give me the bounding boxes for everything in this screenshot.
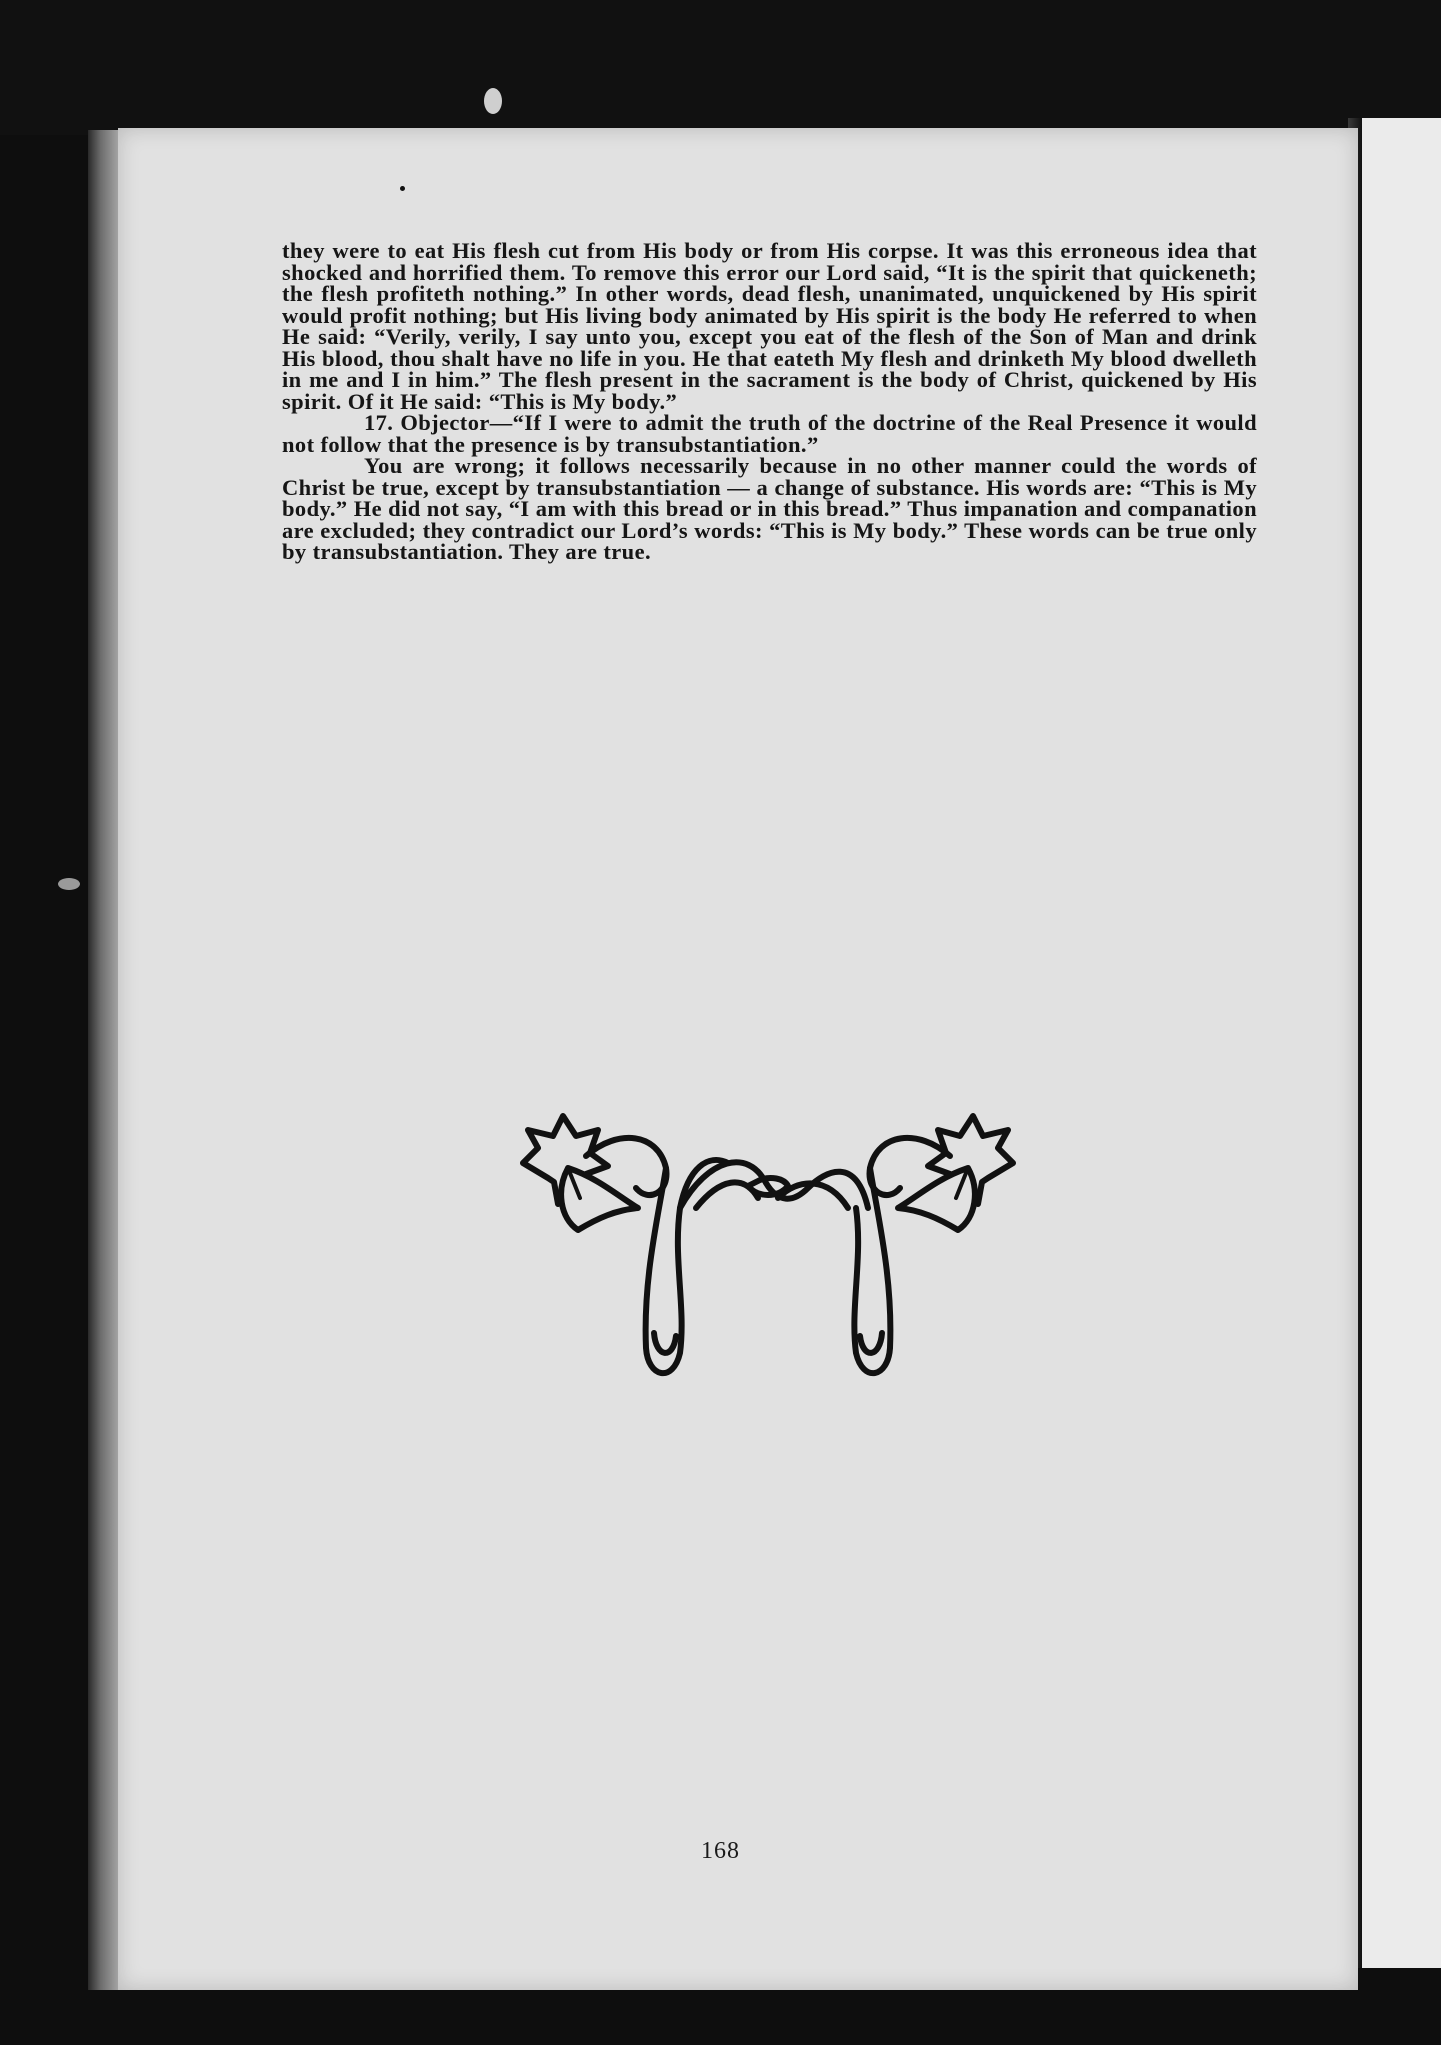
scan-speck <box>400 186 405 191</box>
page-body-text <box>282 240 1257 563</box>
paragraph-2: 17. Objector—“If I were to admit the truth of the doctrine of the Real Presence it would not follow that the presence is by transubstantiation.” <box>282 410 1257 457</box>
scan-speck <box>484 88 502 114</box>
book-spine-edge <box>88 130 120 1990</box>
facing-page-edge <box>1362 118 1441 1968</box>
paragraph-1: they were to eat His flesh cut from His body or from His corpse. It was this erroneous idea that shocked and horrified them. To remove this error our Lord said, “It is the spirit that quickeneth; the flesh profiteth nothing.” In other words, dead flesh, unanimated, unquickened by His spirit would profit nothing; but His living body animated by His spirit is the body He referred to when He said: “Verily, verily, I say unto you, except you eat of the flesh of the Son of Man and drink His blood, thou shalt have no life in you. He that eateth My flesh and drinketh My blood dwelleth in me and I in him.” The flesh present in the sacrament is the body of Christ, quickened by His spirit. Of it He said: “This is My body.” <box>282 238 1257 414</box>
scan-top-background <box>0 0 1441 135</box>
paragraph-3: You are wrong; it follows necessarily because in no other manner could the words of Christ be true, except by transubstantiation — a change of substance. His words are: “This is My body.” He did not say, “I am with this bread or in this bread.” Thus impanation and companation are excluded; they contradict our Lord’s words: “This is My body.” These words can be true only by transubstantiation. They are true. <box>282 453 1257 564</box>
page-number: 168 <box>701 1838 740 1864</box>
floral-ornament-icon <box>508 1108 1028 1398</box>
scan-speck <box>58 878 80 890</box>
